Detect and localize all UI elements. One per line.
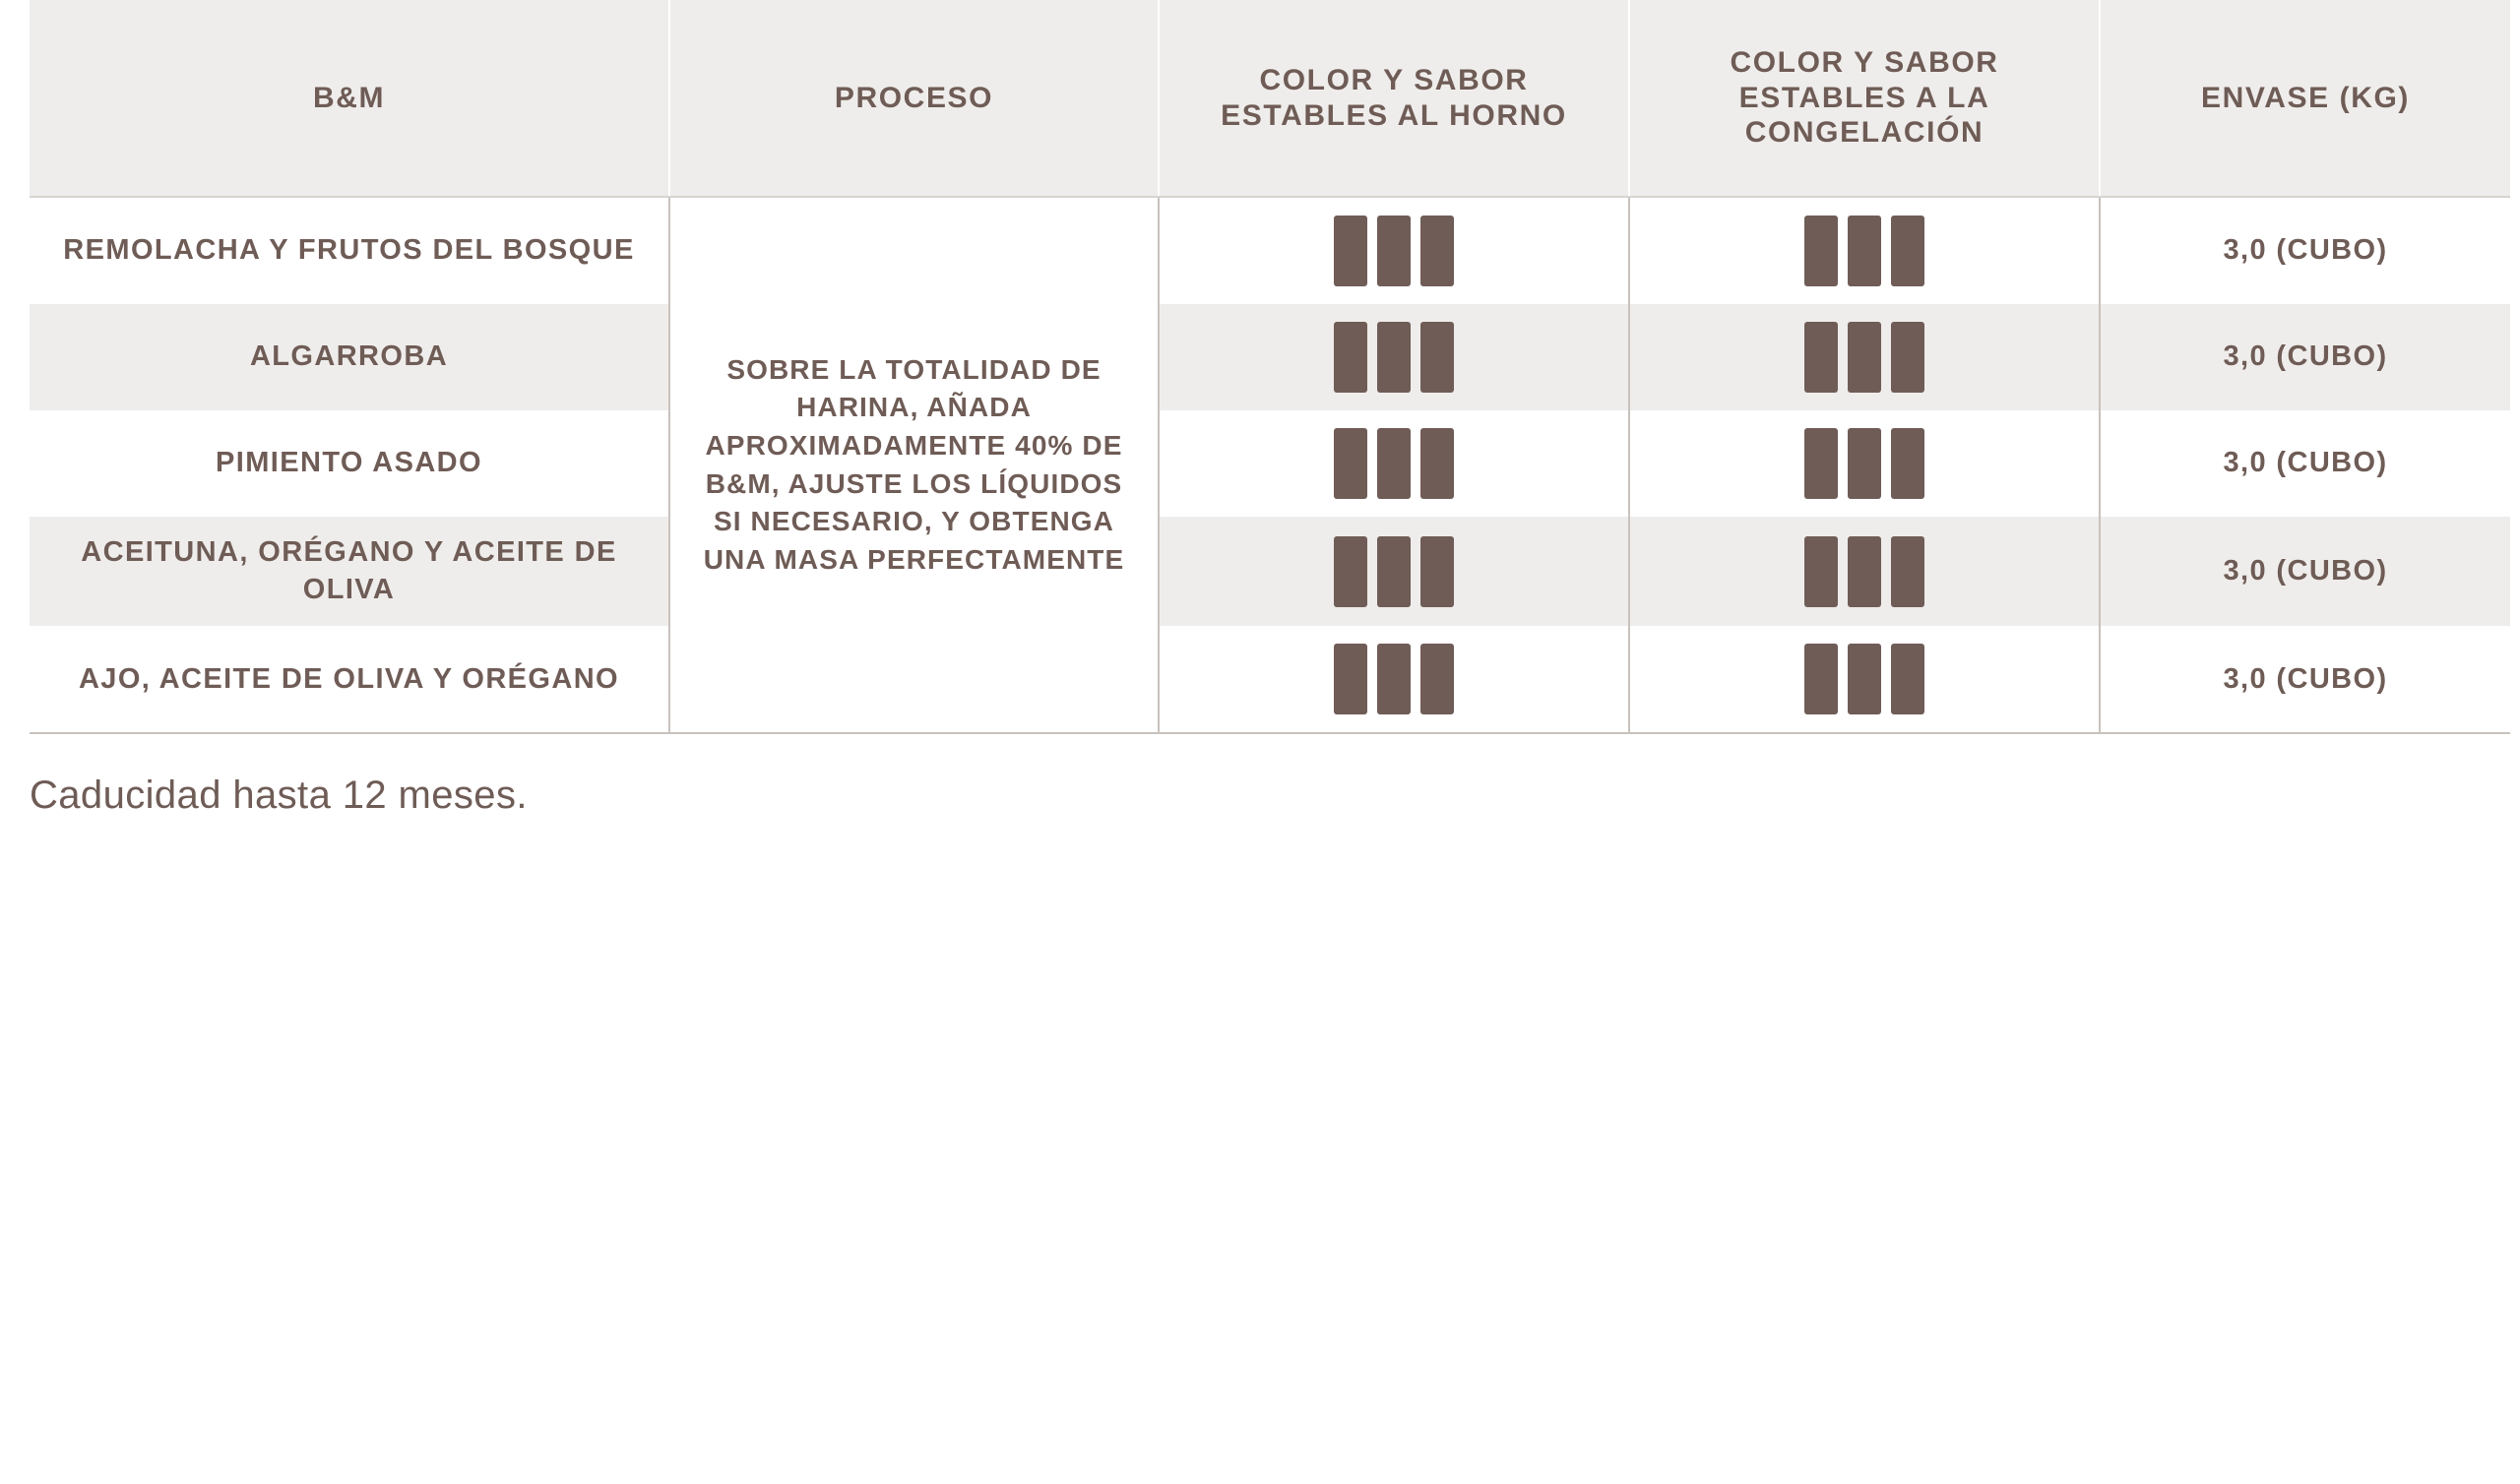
column-header-envase: ENVASE (KG): [2100, 0, 2510, 197]
freeze-stability-rating: [1629, 626, 2100, 732]
rating-bars: [1171, 536, 1616, 607]
oven-stability-rating: [1159, 626, 1629, 732]
table-header: [30, 0, 2510, 197]
rating-bar: [1804, 322, 1838, 393]
rating-bars: [1171, 216, 1616, 286]
rating-bar: [1377, 536, 1411, 607]
freeze-stability-rating: [1629, 304, 2100, 410]
rating-bar: [1804, 536, 1838, 607]
rating-bar: [1420, 536, 1454, 607]
rating-bars: [1642, 644, 2087, 714]
rating-bar: [1420, 322, 1454, 393]
rating-bar: [1334, 216, 1367, 286]
process-description: SOBRE LA TOTALIDAD DE HARINA, AÑADA APROXIMADAMENTE 40% DE B&M, AJUSTE LOS LÍQUIDOS SI NECESARIO, Y OBTENGA UNA MASA PERFECTAMENTE: [669, 197, 1159, 732]
rating-bars: [1171, 428, 1616, 499]
oven-stability-rating: [1159, 517, 1629, 626]
rating-bar: [1891, 644, 1924, 714]
product-name: REMOLACHA Y FRUTOS DEL BOSQUE: [30, 197, 669, 304]
column-header-freeze-stability: COLOR Y SABOR ESTABLES A LA CONGELACIÓN: [1629, 0, 2100, 197]
oven-stability-rating: [1159, 197, 1629, 304]
table-bottom-divider: [30, 732, 2510, 734]
freeze-stability-rating: [1629, 517, 2100, 626]
table-row: [30, 304, 2510, 410]
product-name: ACEITUNA, ORÉGANO Y ACEITE DE OLIVA: [30, 517, 669, 626]
freeze-stability-rating: [1629, 197, 2100, 304]
rating-bar: [1377, 644, 1411, 714]
rating-bars: [1171, 322, 1616, 393]
table-row: [30, 197, 2510, 304]
rating-bar: [1334, 536, 1367, 607]
rating-bar: [1848, 428, 1881, 499]
package-size: 3,0 (CUBO): [2100, 626, 2510, 732]
rating-bar: [1848, 322, 1881, 393]
rating-bar: [1420, 216, 1454, 286]
rating-bar: [1848, 644, 1881, 714]
product-name: ALGARROBA: [30, 304, 669, 410]
rating-bar: [1804, 216, 1838, 286]
package-size: 3,0 (CUBO): [2100, 304, 2510, 410]
rating-bar: [1334, 644, 1367, 714]
rating-bar: [1891, 536, 1924, 607]
product-name: AJO, ACEITE DE OLIVA Y ORÉGANO: [30, 626, 669, 732]
rating-bar: [1804, 428, 1838, 499]
rating-bars: [1642, 428, 2087, 499]
rating-bar: [1334, 428, 1367, 499]
rating-bars: [1642, 536, 2087, 607]
rating-bar: [1377, 428, 1411, 499]
column-header-oven-stability: COLOR Y SABOR ESTABLES AL HORNO: [1159, 0, 1629, 197]
product-table: [30, 0, 2510, 732]
product-name: PIMIENTO ASADO: [30, 410, 669, 517]
table-header-row: [30, 0, 2510, 197]
rating-bars: [1642, 216, 2087, 286]
column-header-bm: B&M: [30, 0, 669, 197]
rating-bars: [1642, 322, 2087, 393]
rating-bar: [1377, 216, 1411, 286]
rating-bar: [1891, 322, 1924, 393]
table-row: [30, 410, 2510, 517]
rating-bar: [1804, 644, 1838, 714]
table-body: [30, 197, 2510, 732]
rating-bar: [1334, 322, 1367, 393]
rating-bar: [1420, 644, 1454, 714]
column-header-proceso: PROCESO: [669, 0, 1159, 197]
rating-bar: [1848, 216, 1881, 286]
oven-stability-rating: [1159, 304, 1629, 410]
rating-bar: [1848, 536, 1881, 607]
table-row: [30, 626, 2510, 732]
rating-bar: [1377, 322, 1411, 393]
rating-bar: [1891, 216, 1924, 286]
table-row: [30, 517, 2510, 626]
rating-bar: [1891, 428, 1924, 499]
package-size: 3,0 (CUBO): [2100, 197, 2510, 304]
rating-bar: [1420, 428, 1454, 499]
package-size: 3,0 (CUBO): [2100, 517, 2510, 626]
rating-bars: [1171, 644, 1616, 714]
package-size: 3,0 (CUBO): [2100, 410, 2510, 517]
freeze-stability-rating: [1629, 410, 2100, 517]
oven-stability-rating: [1159, 410, 1629, 517]
footnote: Caducidad hasta 12 meses.: [30, 773, 528, 818]
